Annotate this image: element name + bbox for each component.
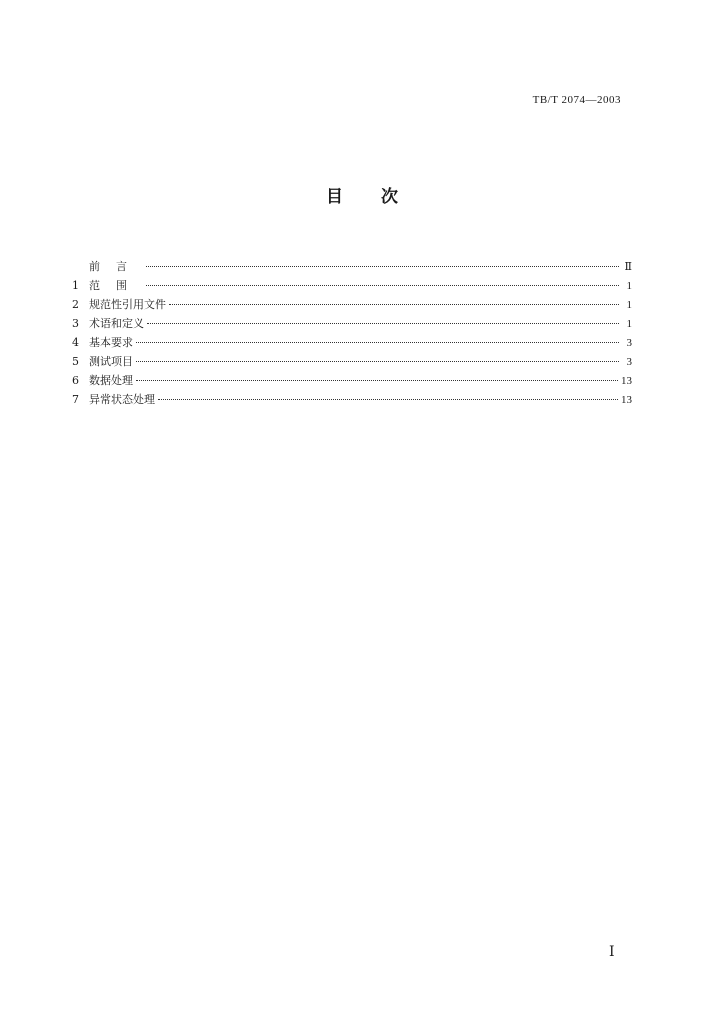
toc-entry-number: 4: [72, 336, 79, 349]
toc-entry-abnormal-state-handling[interactable]: [72, 391, 632, 410]
toc-leader-dots: [146, 285, 619, 286]
toc-entry-page: 1: [626, 299, 632, 311]
toc-leader-dots: [136, 361, 619, 362]
toc-entry-normative-references[interactable]: [72, 296, 632, 315]
toc-entry-label: 前言: [89, 260, 143, 273]
toc-entry-number: 6: [72, 374, 79, 387]
toc-entry-number: 1: [72, 279, 79, 292]
page-number: Ⅰ: [609, 945, 615, 960]
toc-title: 目次: [326, 187, 436, 207]
toc-entry-label: 规范性引用文件: [89, 298, 166, 311]
toc-leader-dots: [136, 380, 618, 381]
standard-code: TB/T 2074—2003: [532, 94, 621, 106]
toc-entry-label: 测试项目: [89, 355, 133, 368]
toc-entry-label: 异常状态处理: [89, 393, 155, 406]
toc-entry-foreword[interactable]: [72, 258, 632, 277]
table-of-contents: [72, 258, 632, 410]
toc-entry-test-items[interactable]: [72, 353, 632, 372]
toc-entry-terms-definitions[interactable]: [72, 315, 632, 334]
toc-leader-dots: [146, 266, 619, 267]
toc-leader-dots: [169, 304, 619, 305]
toc-entry-label: 数据处理: [89, 374, 133, 387]
toc-entry-page: 3: [626, 356, 632, 368]
toc-entry-page: 1: [626, 318, 632, 330]
toc-entry-page: 13: [621, 375, 632, 387]
toc-entry-label: 术语和定义: [89, 317, 144, 330]
toc-entry-page: 1: [626, 280, 632, 292]
toc-entry-page: 3: [626, 337, 632, 349]
toc-leader-dots: [136, 342, 619, 343]
toc-entry-number: 3: [72, 317, 79, 330]
toc-entry-label: 基本要求: [89, 336, 133, 349]
toc-entry-page: Ⅱ: [624, 261, 632, 273]
toc-entry-label: 范围: [89, 279, 143, 292]
toc-entry-number: 2: [72, 298, 79, 311]
toc-entry-number: 7: [72, 393, 79, 406]
toc-leader-dots: [147, 323, 619, 324]
toc-entry-scope[interactable]: [72, 277, 632, 296]
toc-entry-page: 13: [621, 394, 632, 406]
toc-leader-dots: [158, 399, 618, 400]
toc-entry-data-processing[interactable]: [72, 372, 632, 391]
toc-entry-number: 5: [72, 355, 79, 368]
toc-entry-basic-requirements[interactable]: [72, 334, 632, 353]
